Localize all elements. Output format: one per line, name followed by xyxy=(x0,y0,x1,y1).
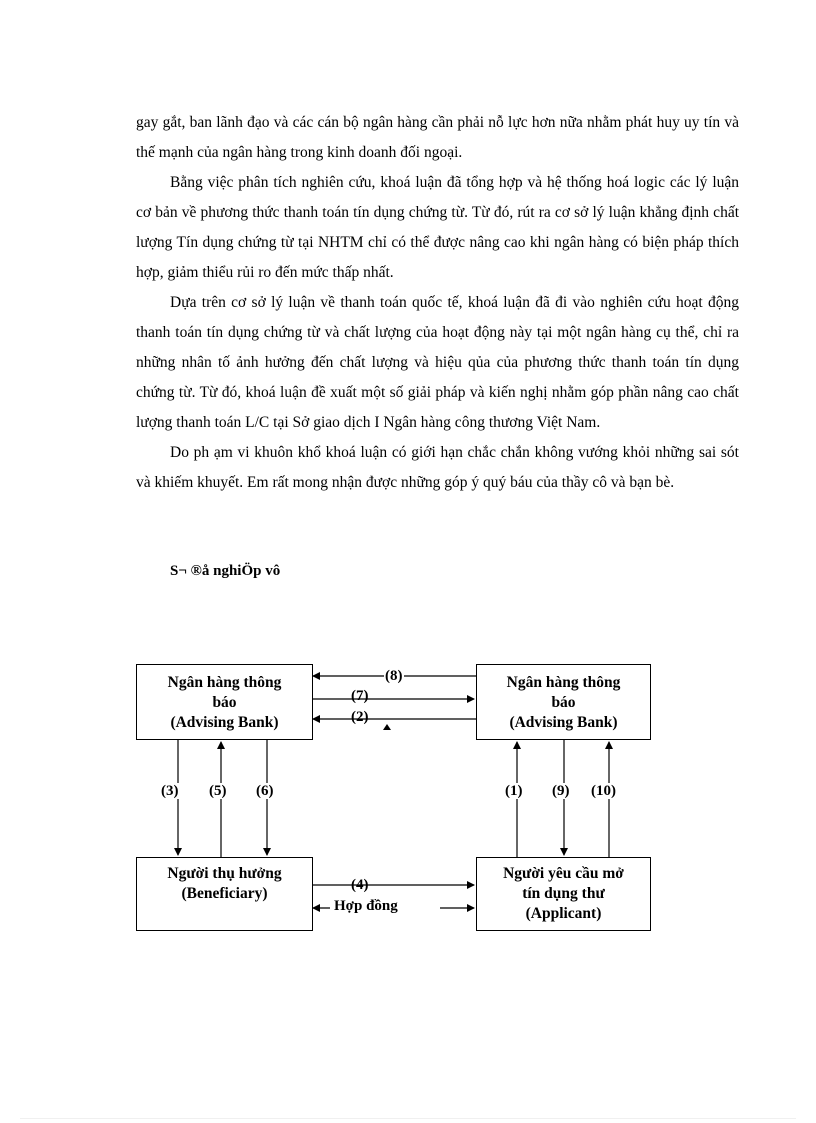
label-step-3: (3) xyxy=(161,783,179,799)
advising-bank-right-box: Ngân hàng thông báo (Advising Bank) xyxy=(476,664,651,740)
label-step-1: (1) xyxy=(505,783,523,799)
applicant-box: Người yêu cầu mở tín dụng thư (Applicant) xyxy=(476,857,651,931)
diagram-heading: S¬ ®å nghiÖp vô xyxy=(170,563,281,579)
paragraph-1: gay gắt, ban lãnh đạo và các cán bộ ngân hàng cần phải nỗ lực hơn nữa nhằm phát huy uy tín và thế mạnh của ngân hàng trong kinh doanh đối ngoại. xyxy=(136,114,739,161)
advising-bank-left-box: Ngân hàng thông báo (Advising Bank) xyxy=(136,664,313,740)
beneficiary-box: Người thụ hưởng (Beneficiary) xyxy=(136,857,313,931)
label-step-7: (7) xyxy=(351,688,369,704)
label-step-2: (2) xyxy=(351,709,369,725)
paragraph-3: Dựa trên cơ sở lý luận về thanh toán quốc tế, khoá luận đã đi vào nghiên cứu hoạt động thanh toán tín dụng chứng từ và chất lượng của hoạt động này tại một ngân hàng cụ thể, chỉ ra những nhân tố ảnh hưởng đến chất lượng và hiệu qủa của phương thức thanh toán tín dụng chứng từ. Từ đó, khoá luận đề xuất một số giải pháp và kiến nghị nhằm góp phần nâng cao chất lượng thanh toán L/C tại Sở giao dịch I Ngân hàng công thương Việt Nam. xyxy=(136,294,739,431)
paragraph-2: Bằng việc phân tích nghiên cứu, khoá luận đã tổng hợp và hệ thống hoá logic các lý luận cơ bản về phương thức thanh toán tín dụng chứng từ. Từ đó, rút ra cơ sở lý luận khẳng định chất lượng Tín dụng chứng từ tại NHTM chỉ có thể được nâng cao khi ngân hàng có biện pháp thích hợp, giảm thiểu rủi ro đến mức thấp nhất. xyxy=(136,174,739,281)
label-step-5: (5) xyxy=(209,783,227,799)
label-step-10: (10) xyxy=(591,783,616,799)
label-step-9: (9) xyxy=(552,783,570,799)
page-bottom-rule xyxy=(20,1118,796,1119)
label-step-6: (6) xyxy=(256,783,274,799)
label-step-8: (8) xyxy=(385,668,403,684)
label-contract: Hợp đồng xyxy=(334,898,398,914)
paragraph-4: Do ph ạm vi khuôn khổ khoá luận có giới hạn chắc chắn không vướng khỏi những sai sót và khiếm khuyết. Em rất mong nhận được những góp ý quý báu của thầy cô và bạn bè. xyxy=(136,444,739,491)
small-mark xyxy=(383,724,391,730)
label-step-4: (4) xyxy=(351,877,369,893)
